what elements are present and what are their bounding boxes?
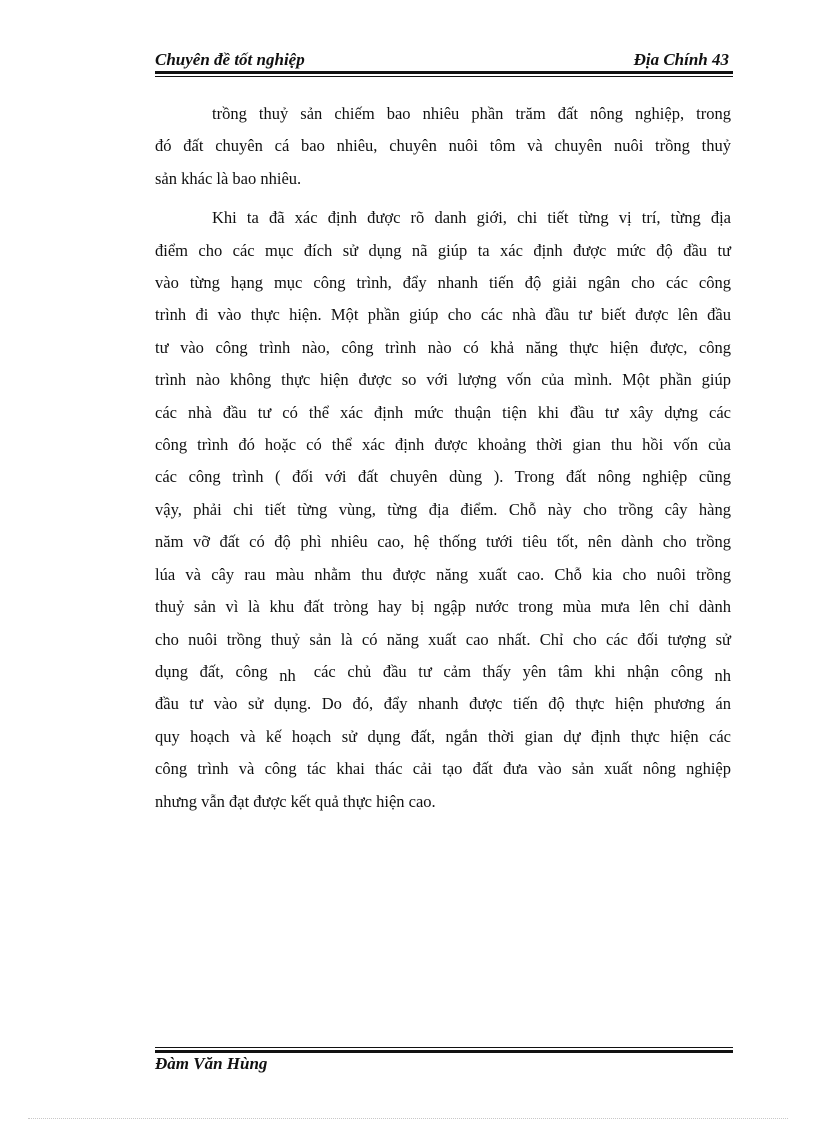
text-line: đầu tư vào sử dụng. Do đó, đẩy nhanh được tiến độ thực hiện phương án (155, 694, 731, 714)
text-line: tư vào công trình nào, công trình nào có khả năng thực hiện được, công (155, 337, 731, 357)
page-header (155, 48, 733, 72)
text-line: sản khác là bao nhiêu. (155, 168, 302, 188)
text-line: trồng thuỷ sản chiếm bao nhiêu phần trăm đất nông nghiệp, trong (212, 104, 731, 123)
text-line: lúa và cây rau màu nhằm thu được năng xuất cao. Chỗ kia cho nuôi trồng (155, 564, 731, 584)
paragraph-1 (155, 98, 731, 195)
paragraph-2 (155, 202, 731, 818)
text-line: nhưng vẫn đạt được kết quả thực hiện cao. (155, 791, 436, 811)
text-line: vào từng hạng mục công trình, đẩy nhanh tiến độ giải ngân cho các công (155, 273, 731, 293)
header-title: Chuyên đề tốt nghiệp (155, 50, 305, 69)
text-line: các công trình ( đối với đất chuyên dùng ). Trong đất nông nghiệp cũng (155, 467, 731, 487)
text-fragment: dụng đất, công (155, 661, 268, 681)
header-rule-thin (155, 76, 733, 77)
page-edge-divider (28, 1118, 788, 1119)
text-line: các nhà đầu tư có thể xác định mức thuận tiện khi đầu tư xây dựng các (155, 402, 731, 422)
text-line: công trình đó hoặc có thể xác định được khoảng thời gian thu hồi vốn của (155, 435, 731, 455)
header-department: Địa Chính 43 (633, 50, 729, 69)
text-fragment: nh (279, 665, 296, 685)
text-line: đó đất chuyên cá bao nhiêu, chuyên nuôi tôm và chuyên nuôi trồng thuỷ (155, 136, 731, 156)
text-fragment: các chủ đầu tư cảm thấy yên tâm khi nhận công (313, 661, 703, 681)
text-line: cho nuôi trồng thuỷ sản là có năng xuất cao nhất. Chỉ cho các đối tượng sử (155, 629, 731, 649)
text-fragment: nh (714, 665, 732, 685)
footer-author: Đàm Văn Hùng (155, 1054, 268, 1073)
text-line: Khi ta đã xác định được rõ danh giới, chi tiết từng vị trí, từng địa (212, 208, 731, 228)
footer-rule-thin (155, 1047, 733, 1048)
footer-rule-thick (155, 1050, 733, 1053)
text-line-with-missing-glyphs (155, 656, 731, 688)
text-line: năm vỡ đất có độ phì nhiêu cao, hệ thống tưới tiêu tốt, nên dành cho trồng (155, 532, 731, 552)
text-line: trình đi vào thực hiện. Một phần giúp cho các nhà đầu tư biết được lên đầu (155, 305, 731, 325)
page-body (155, 98, 731, 818)
text-line: thuỷ sản vì là khu đất tròng hay bị ngập nước trong mùa mưa lên chỉ dành (155, 597, 731, 617)
text-line: vậy, phải chi tiết từng vùng, từng địa điểm. Chỗ này cho trồng cây hàng (155, 499, 731, 519)
text-line: công trình và công tác khai thác cải tạo đất đưa vào sản xuất nông nghiệp (155, 759, 731, 779)
header-rule-thick (155, 71, 733, 74)
text-line: trình nào không thực hiện được so với lượng vốn của mình. Một phần giúp (155, 370, 731, 390)
text-line: quy hoạch và kế hoạch sử dụng đất, ngắn thời gian dự định thực hiện các (155, 726, 731, 746)
text-line: điểm cho các mục đích sử dụng nã giúp ta xác định được mức độ đầu tư (155, 240, 731, 260)
